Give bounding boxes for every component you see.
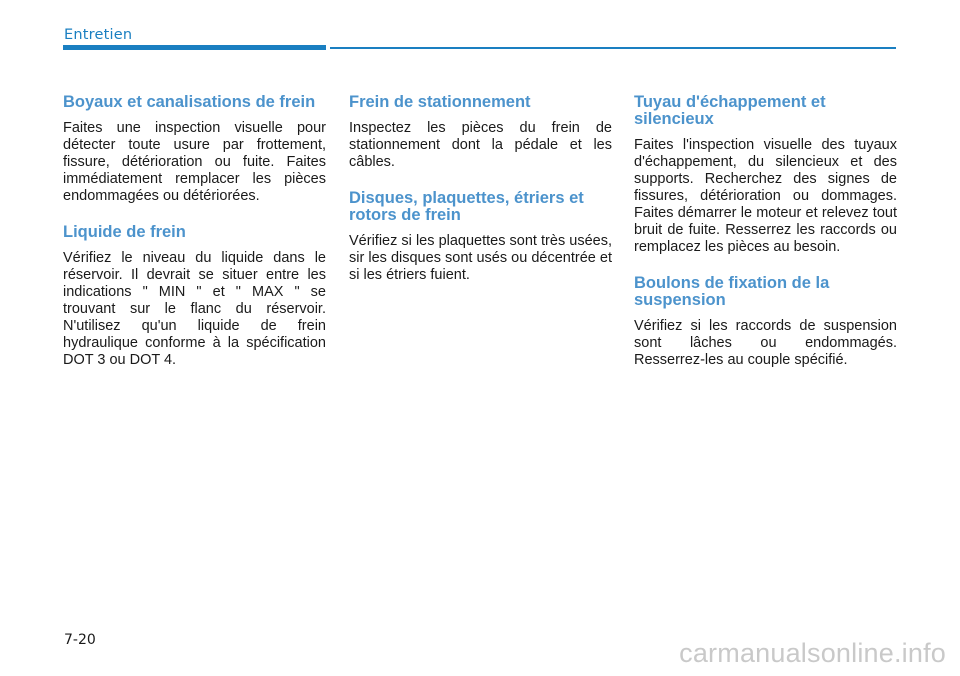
section-brake-discs xyxy=(349,190,612,284)
column-1 xyxy=(63,94,326,388)
section-body: Vérifiez le niveau du liquide dans le réservoir. Il devrait se situer entre les indications " MIN " et " MAX " se trouvant sur le flanc du réservoir. N'utilisez qu'un liquide de frein hydraulique conforme à la spécification DOT 3 ou DOT 4. xyxy=(63,250,326,368)
section-heading: Liquide de frein xyxy=(63,223,186,241)
column-2 xyxy=(349,94,612,303)
section-exhaust-muffler xyxy=(634,94,897,256)
page-number: 7-20 xyxy=(64,632,96,648)
section-heading: Boyaux et canalisations de frein xyxy=(63,93,316,111)
section-brake-hoses xyxy=(63,94,326,205)
column-3 xyxy=(634,94,897,388)
section-heading: Disques, plaquettes, étriers et rotors de frein xyxy=(349,189,584,224)
section-body: Faites une inspection visuelle pour détecter toute usure par frottement, fissure, détérioration ou fuite. Faites immédiatement remplacer les pièces endommagées ou détériorées. xyxy=(63,120,326,204)
section-heading: Frein de stationnement xyxy=(349,93,531,111)
section-body: Faites l'inspection visuelle des tuyaux d'échappement, du silencieux et des supports. Recherchez des signes de fissures, détérioration ou dommages. Faites démarrer le moteur et relevez tout bruit de fuite. Resserrez les raccords ou remplacez les pièces au besoin. xyxy=(634,137,897,255)
section-suspension-bolts xyxy=(634,275,897,369)
section-body: Vérifiez si les raccords de suspension sont lâches ou endommagés. Resserrez-les au couple spécifié. xyxy=(634,318,897,368)
section-title: Entretien xyxy=(64,27,133,43)
section-body: Vérifiez si les plaquettes sont très usées, sir les disques sont usés ou décentrée et si les étriers fuient. xyxy=(349,233,612,283)
section-body: Inspectez les pièces du frein de stationnement dont la pédale et les câbles. xyxy=(349,120,612,170)
section-brake-fluid xyxy=(63,224,326,369)
watermark: carmanualsonline.info xyxy=(679,638,946,668)
header-rule-thick xyxy=(63,45,326,50)
section-heading: Tuyau d'échappement et silencieux xyxy=(634,93,826,128)
section-heading: Boulons de fixation de la suspension xyxy=(634,274,830,309)
section-parking-brake xyxy=(349,94,612,171)
header-rule-thin xyxy=(330,47,896,49)
